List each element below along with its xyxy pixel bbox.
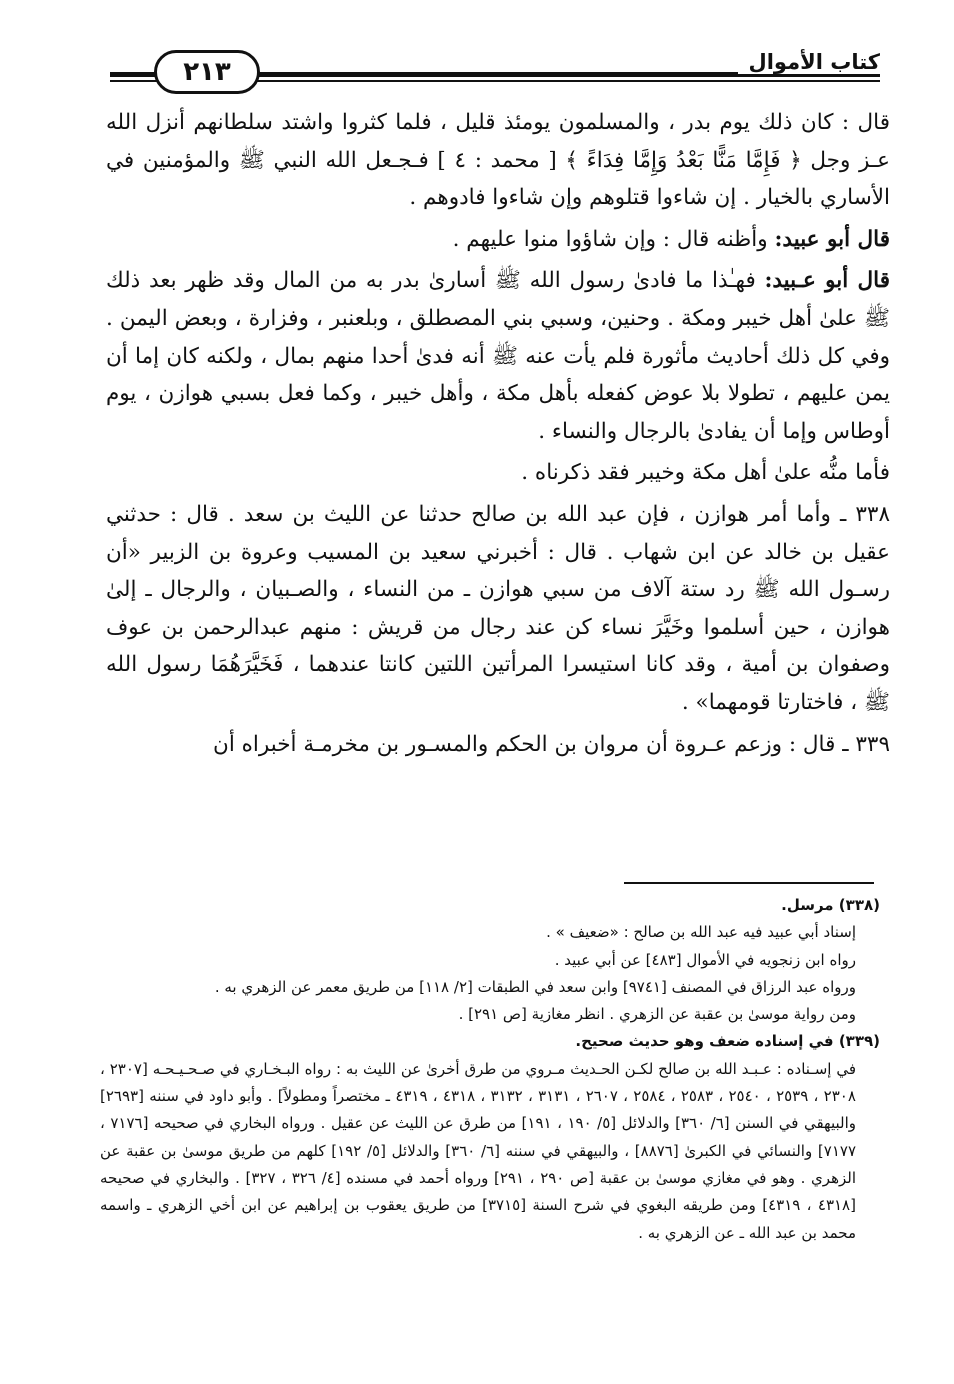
footnotes xyxy=(100,892,880,1247)
footnote-339-heading: (٣٣٩) في إسناده ضعف وهو حديث صحيح. xyxy=(575,1032,880,1051)
footnote-line: رواه ابن زنجويه في الأموال [٤٨٣] عن أبي عبيد . xyxy=(554,950,856,969)
hadith-338: ٣٣٨ ـ وأما أمر هوازن ، فإن عبد الله بن صالح حدثنا عن الليث بن سعد . قال : حدثني عقيل بن خالد عن ابن شهاب . قال : أخبرني سعيد بن المسيب وعروة بن الزبير «أن رسـول الله ﷺ رد ستة آلاف من سبي هوازن ـ من النساء ، والصـبيان ، والرجال ـ إلىٰ هوازن ، حين أسلموا وخَيَّرَ نساء كن عند رجال من قريش : منهم عبدالرحمن بن عوف وصفوان بن أمية ، وقد كانا استيسرا المرأتين اللتين كانتا عندهما ، فَخَيَّرَهُمَا رسول الله ﷺ ، فاختارتا قومهما» . xyxy=(106,501,890,715)
paragraph-3 xyxy=(106,262,890,450)
paragraph-1: قال : كان ذلك يوم بدر ، والمسلمون يومئذ قليل ، فلما كثروا واشتد سلطانهم أنزل الله عـز وجل ﴿ فَإِمَّا مَنًّا بَعْدُ وَإِمَّا فِدَاءً ﴾ [ محمد : ٤ ] فـجـعل الله النبي ﷺ والمؤمنين في الأساري بالخيار . إن شاءوا قتلوهم وإن شاءوا فادوهم . xyxy=(106,110,890,211)
footnote-338-heading: (٣٣٨) مرسل. xyxy=(781,896,880,914)
hadith-339: ٣٣٩ ـ قال : وزعم عـروة أن مروان بن الحكم والمسـور بن مخرمـة أخبراه أن xyxy=(213,731,890,757)
page-header xyxy=(110,44,880,104)
paragraph-2 xyxy=(106,221,890,259)
paragraph-4: فأما منُّه علىٰ أهل مكة وخيبر فقد ذكرناه . xyxy=(521,460,890,486)
page-number: ٢١٣ xyxy=(154,50,260,94)
footnote-339-text: في إسـناده : عـبـد الله بن صالح لكـن الحـديث مـروي من طرق أخرىٰ عن الليث به : رواه البـخـاري في صـحـيـحـه [٢٣٠٧ ، ٢٣٠٨ ، ٢٥٣٩ ، ٢٥٤٠ ، ٢٥٨٣ ، ٢٥٨٤ ، ٢٦٠٧ ، ٣١٣١ ، ٣١٣٢ ، ٤٣١٨ ، ٤٣١٩ ـ مختصراً ومطولاً] . وأبو داود في سننه [٢٦٩٣] والبيهقي في السنن [٦/ ٣٦٠] والدلائل [٥/ ١٩٠ ، ١٩١] من طرق عن الليث عن عقيل . ورواه البخاري في صحيحه [٧١٧٦ ، ٧١٧٧] والنسائي في الكبرىٰ [٨٨٧٦] ، والبيهقي في سننه [٦/ ٣٦٠] والدلائل [٥/ ١٩٢] كلهم من طريق موسىٰ بن عقبة عن الزهري . وهو في مغازي موسىٰ بن عقبة [ص ٢٩٠ ، ٢٩١] ورواه أحمد في مسنده [٤/ ٣٢٦ ، ٣٢٧] . والبخاري في صحيحه [٤٣١٨ ، ٤٣١٩] ومن طريقه البغوي في شرح السنة [٣٧١٥] من طريق يعقوب بن إبراهيم عن ابن أخي الزهري ـ واسمه محمد بن عبد الله ـ عن الزهري به . xyxy=(100,1059,857,1242)
main-text xyxy=(106,104,890,767)
footnote-line: إسناد أبي عبيد فيه عبد الله بن صالح : «ضعيف » . xyxy=(546,923,856,942)
paragraph-3-text: فهـٰذا ما فادىٰ رسول الله ﷺ أسارىٰ بدر به من المال وقد ظهر بعد ذلك ﷺ علىٰ أهل خيبر ومكة . وحنين، وسبي بني المصطلق ، وبلعنبر ، وفزارة ، وبعض اليمن . وفي كل ذلك أحاديث مأثورة فلم يأت عنه ﷺ أنه فدىٰ أحدا منهم بمال ، ولكنه كان إما أن يمن عليهم ، تطولا بلا عوض كفعله بأهل مكة ، وأهل خيبر ، وكما فعل بسبي هوازن ، يوم أوطاس وإما أن يفادىٰ بالرجال والنساء . xyxy=(106,268,890,444)
speaker-label: قال أبو عبيد: xyxy=(774,226,890,252)
footnote-line: ورواه عبد الرزاق في المصنف [٩٧٤١] وابن سعد في الطبقات [٢/ ١١٨] من طريق معمر عن الزهري به . xyxy=(214,977,856,996)
footnote-separator xyxy=(624,882,874,884)
paragraph-2-text: وأظنه قال : وإن شاؤوا منوا عليهم . xyxy=(452,226,775,252)
book-title: كتاب الأموال xyxy=(738,50,880,74)
footnote-line: ومن رواية موسىٰ بن عقبة عن الزهري . انظر مغازية [ص ٢٩١] . xyxy=(458,1005,856,1024)
speaker-label: قال أبو عـبيد: xyxy=(764,268,890,294)
